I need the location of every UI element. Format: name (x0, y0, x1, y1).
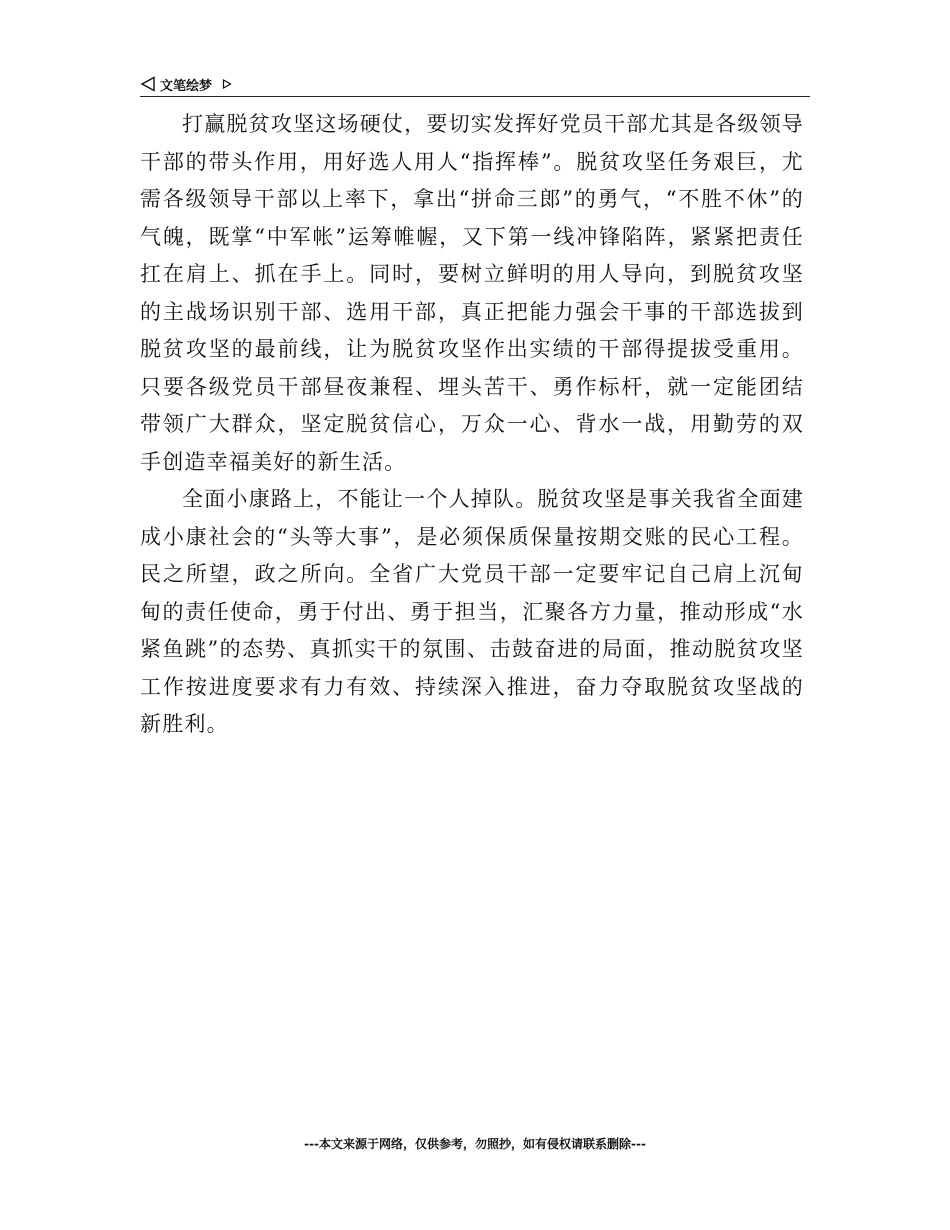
footer-disclaimer: ---本文来源于网络，仅供参考，勿照抄，如有侵权请联系删除--- (304, 1137, 646, 1151)
paragraph: 打赢脱贫攻坚这场硬仗，要切实发挥好党员干部尤其是各级领导干部的带头作用，用好选人用人“指挥棒”。脱贫攻坚任务艰巨，尤需各级领导干部以上率下，拿出“拼命三郎”的勇气，“不胜不休”的气魄，既掌“中军帐”运筹帷幄，又下第一线冲锋陷阵，紧紧把责任扛在肩上、抓在手上。同时，要树立鲜明的用人导向，到脱贫攻坚的主战场识别干部、选用干部，真正把能力强会干事的干部选拔到脱贫攻坚的最前线，让为脱贫攻坚作出实绩的干部得提拔受重用。只要各级党员干部昼夜兼程、埋头苦干、勇作标杆，就一定能团结带领广大群众，坚定脱贫信心，万众一心、背水一战，用勤劳的双手创造幸福美好的新生活。 (140, 112, 804, 474)
document-body (140, 106, 804, 744)
paragraph: 全面小康路上，不能让一个人掉队。脱贫攻坚是事关我省全面建成小康社会的“头等大事”，是必须保质保量按期交账的民心工程。民之所望，政之所向。全省广大党员干部一定要牢记自己肩上沉甸甸的责任使命，勇于付出、勇于担当，汇聚各方力量，推动形成“水紧鱼跳”的态势、真抓实干的氛围、击鼓奋进的局面，推动脱贫攻坚工作按进度要求有力有效、持续深入推进，奋力夺取脱贫攻坚战的新胜利。 (140, 487, 804, 736)
triangle-right-outline-icon (222, 79, 232, 89)
triangle-left-outline-icon (140, 76, 156, 92)
page-header (140, 72, 810, 97)
header-title: 文笔绘梦 (160, 78, 213, 94)
